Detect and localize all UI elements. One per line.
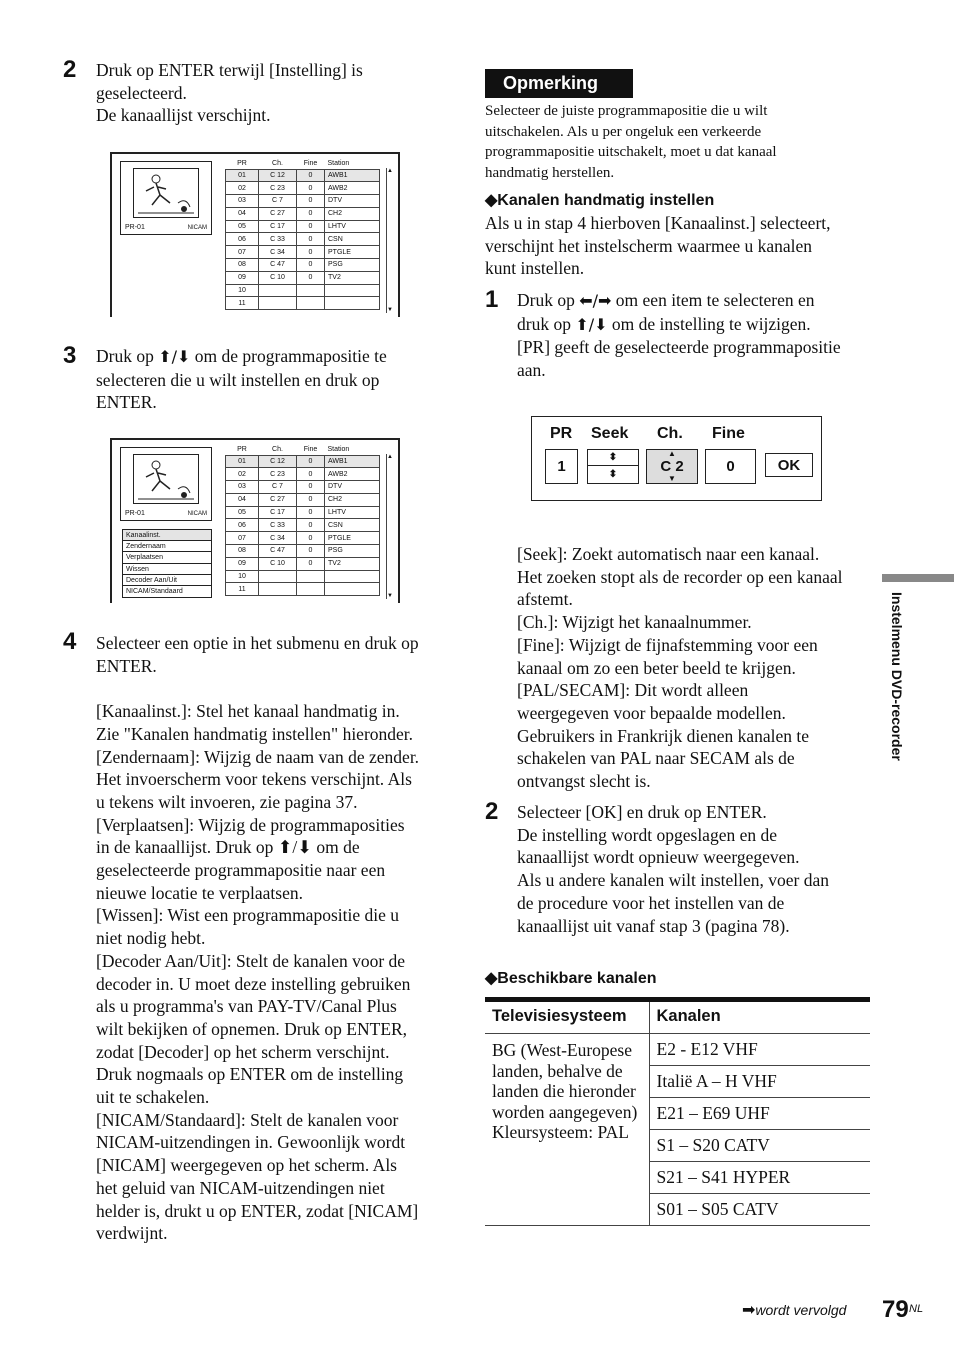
channel-cell: Italië A – H VHF (649, 1066, 870, 1098)
table-row[interactable]: 03 C 7 0 DTV (226, 481, 380, 494)
channel-table (225, 444, 380, 596)
note-text: Selecteer de juiste programmapositie die u wilt uitschakelen. Als u per ongeluk een verkeerde programmapositie uitschakelt, moet u dat kanaal handmatig herstellen. (485, 103, 777, 181)
scroll-down-icon: ▼ (387, 307, 393, 313)
preview-screen (120, 447, 212, 521)
text-line (96, 677, 460, 700)
pr-label: PR-01 (125, 224, 145, 231)
step-2-number: 2 (63, 56, 77, 83)
text-line: schakelen van PAL naar SECAM als de (517, 748, 795, 769)
text-line: weergegeven voor bepaalde modellen. (517, 702, 786, 723)
table-row[interactable]: 06 C 33 0 CSN (226, 233, 380, 246)
table-row[interactable]: 06 C 33 0 CSN (226, 519, 380, 532)
label-fine: Fine (712, 425, 745, 442)
text-line: decoder in. U moet deze instelling gebruiken (96, 973, 411, 994)
table-row[interactable]: 08 C 47 0 PSG (226, 545, 380, 558)
header-ch: Ch. (272, 159, 283, 167)
step-2-line: Druk op ENTER terwijl [Instelling] is (96, 60, 363, 80)
pr-field[interactable]: 1 (545, 449, 578, 484)
text-line: in de kanaallijst. Druk op ⬆/⬇ om de (96, 837, 360, 858)
step-2-text (96, 59, 456, 127)
ch-down-icon: ▼ (668, 474, 676, 483)
scroll-up-icon: ▲ (387, 454, 393, 460)
text-line: verdwijnt. (96, 1223, 168, 1244)
step-2-line: De kanaallijst verschijnt. (96, 105, 271, 126)
submenu-item-decoder[interactable]: Decoder Aan/Uit (123, 575, 211, 586)
table-row[interactable]: 05 C 17 0 LHTV (226, 220, 380, 233)
text-line: u tekens wilt invoeren, zie pagina 37. (96, 791, 358, 812)
text-line: [Decoder Aan/Uit]: Stelt de kanalen voor de (96, 950, 406, 971)
text-line: ENTER. (96, 655, 157, 676)
submenu-item-zendernaam[interactable]: Zendernaam (123, 541, 211, 552)
step-3-text: Druk op ⬆/⬇ om de programmapositie te selecteren die u wilt instellen en druk op ENTER. (96, 346, 387, 413)
text-line: Selecteer [OK] en druk op ENTER. (517, 802, 767, 822)
text-line: [Fine]: Wijzigt de fijnafstemming voor een (517, 634, 818, 655)
text-line: ontvangst slecht is. (517, 771, 651, 792)
table-row[interactable]: 04 C 27 0 CH2 (226, 207, 380, 220)
ok-button[interactable]: OK (765, 453, 813, 477)
text-line: Druk nogmaals op ENTER om de instelling (96, 1064, 404, 1085)
channel-field[interactable] (646, 449, 698, 484)
text-line: De instelling wordt opgeslagen en de (517, 824, 778, 845)
channel-cell: E21 – E69 UHF (649, 1098, 870, 1130)
text-line: Gebruikers in Frankrijk dienen kanalen te (517, 725, 810, 746)
text-line: [NICAM] weergegeven op het scherm. Als (96, 1155, 397, 1176)
table-row[interactable]: 02 C 23 0 AWB2 (226, 182, 380, 195)
step-1-text: Druk op ⬅/➡ om een item te selecteren en druk op ⬆/⬇ om de instelling te wijzigen. [PR] geeft de geselecteerde programmapositie aan. (517, 290, 841, 381)
header-station: Station (327, 159, 350, 167)
submenu-item-kanaalinst[interactable]: Kanaalinst. (123, 530, 211, 541)
table-row[interactable]: 11 (226, 297, 380, 310)
text-line: Als u andere kanalen wilt instellen, voer dan (517, 870, 829, 891)
channel-list-screen (110, 152, 400, 317)
step-4-text (96, 632, 460, 1245)
text-line: NICAM-uitzendingen in. Gewoonlijk wordt (96, 1132, 406, 1153)
text-line: wilt bekijken of opnemen. Druk op ENTER, (96, 1018, 408, 1039)
up-down-arrow-icon: ⬆/⬇ (575, 314, 608, 334)
label-ch: Ch. (657, 425, 683, 442)
text-line: zodat [Decoder] op het scherm verschijnt. (96, 1041, 390, 1062)
scrollbar[interactable] (386, 168, 392, 313)
seek-control[interactable] (587, 449, 639, 484)
table-row[interactable]: 05 C 17 0 LHTV (226, 506, 380, 519)
table-row[interactable]: 09 C 10 0 TV2 (226, 557, 380, 570)
seek-up-icon[interactable]: ⬍ (588, 450, 638, 466)
page-language: NL (909, 1303, 924, 1315)
table-row[interactable]: 09 C 10 0 TV2 (226, 271, 380, 284)
preview-screen (120, 161, 212, 235)
text-line: Zie "Kanalen handmatig instellen" hieronder. (96, 723, 414, 744)
text-line: [NICAM/Standaard]: Stelt de kanalen voor (96, 1109, 399, 1130)
label-seek: Seek (591, 425, 629, 442)
text-line: [Wissen]: Wist een programmapositie die u (96, 905, 399, 926)
text-line: nieuwe locatie te verplaatsen. (96, 882, 303, 903)
header-pr: PR (237, 159, 247, 167)
table-row[interactable]: 10 (226, 570, 380, 583)
text-line: uit te schakelen. (96, 1087, 210, 1108)
continued-note: ➡wordt vervolgd (742, 1300, 847, 1319)
manual-tuning-dialog (531, 416, 822, 501)
step-1-number: 1 (485, 286, 499, 313)
manual-tuning-text: Als u in stap 4 hierboven [Kanaalinst.] selecteert, verschijnt het instelscherm waarmee u kanalen kunt instellen. (485, 213, 831, 279)
header-ch: Ch. (272, 445, 283, 453)
note-title: Opmerking (485, 69, 633, 98)
tuning-options-text (517, 543, 872, 793)
text-line: het geluid van NICAM-uitzendingen niet (96, 1177, 385, 1198)
col-tv-system: Televisiesysteem (485, 1000, 649, 1034)
channel-list-submenu-screen (110, 438, 400, 603)
step-2b-number: 2 (485, 798, 499, 825)
table-row[interactable]: 10 (226, 284, 380, 297)
text-line: helder is, drukt u op ENTER, zodat [NICAM] (96, 1200, 419, 1221)
header-fine: Fine (303, 159, 318, 167)
table-row[interactable]: 07 C 34 0 PTGLE (226, 532, 380, 545)
seek-down-icon[interactable]: ⬍ (608, 469, 618, 480)
submenu-item-wissen[interactable]: Wissen (123, 564, 211, 575)
ch-value: C 2 (660, 458, 684, 475)
text-line: als u programma's van PAY-TV/Canal Plus (96, 996, 397, 1017)
text-line: [Zendernaam]: Wijzig de naam van de zender. (96, 746, 420, 767)
channel-cell: S21 – S41 HYPER (649, 1162, 870, 1194)
table-row[interactable]: 02 C 23 0 AWB2 (226, 468, 380, 481)
fine-field[interactable]: 0 (705, 449, 756, 484)
text-line: [Verplaatsen]: Wijzig de programmaposities (96, 814, 405, 835)
table-row[interactable]: 11 (226, 583, 380, 596)
label-pr: PR (550, 425, 573, 442)
page-number: 79 (882, 1296, 909, 1323)
submenu (122, 529, 212, 598)
header-pr: PR (237, 445, 247, 453)
text-line: [Kanaalinst.]: Stel het kanaal handmatig in. (96, 701, 400, 722)
arrow-right-icon: ➡ (742, 1300, 756, 1319)
nicam-label: NICAM (187, 511, 207, 517)
channels-table (485, 997, 870, 1226)
col-channels: Kanalen (649, 1000, 870, 1034)
text-line: kanaallijst uit vanaf stap 3 (pagina 78). (517, 915, 790, 936)
text-line: Het zoeken stopt als de recorder op een kanaal (517, 566, 843, 587)
step-4-number: 4 (63, 628, 77, 655)
preview-picture (133, 454, 199, 504)
ch-up-icon: ▲ (668, 449, 676, 458)
pr-label: PR-01 (125, 510, 145, 517)
table-row[interactable]: 01 C 12 0 AWB1 (226, 455, 380, 468)
header-fine: Fine (303, 445, 318, 453)
table-row[interactable]: 01 C 12 0 AWB1 (226, 169, 380, 182)
text-line: Selecteer een optie in het submenu en druk op (96, 633, 419, 653)
text-line: niet nodig hebt. (96, 928, 206, 949)
table-row[interactable]: 08 C 47 0 PSG (226, 259, 380, 272)
channel-cell: S1 – S20 CATV (649, 1130, 870, 1162)
channel-cell: S01 – S05 CATV (649, 1194, 870, 1226)
header-station: Station (327, 445, 350, 453)
step-2-line: geselecteerd. (96, 82, 187, 103)
text-line: [Seek]: Zoekt automatisch naar een kanaal. (517, 544, 820, 564)
up-down-arrow-icon: ⬆/⬇ (158, 347, 191, 366)
step-2b-text (517, 801, 872, 937)
text-line: Het invoerscherm voor tekens verschijnt. Als (96, 769, 412, 790)
text-line: kanaal om zo een beter beeld te krijgen. (517, 657, 796, 678)
table-row[interactable]: 03 C 7 0 DTV (226, 195, 380, 208)
submenu-item-nicam[interactable]: NICAM/Standaard (126, 587, 183, 595)
available-channels-heading: ◆Beschikbare kanalen (485, 970, 657, 987)
text-line: de procedure voor het instellen van de (517, 892, 785, 913)
submenu-item-verplaatsen[interactable]: Verplaatsen (123, 552, 211, 563)
left-right-arrow-icon: ⬅/➡ (579, 291, 612, 310)
scroll-up-icon: ▲ (387, 168, 393, 174)
side-tab-bar (882, 574, 954, 582)
manual-tuning-heading: ◆Kanalen handmatig instellen (485, 192, 715, 209)
table-row[interactable]: 04 C 27 0 CH2 (226, 493, 380, 506)
scroll-down-icon: ▼ (387, 593, 393, 599)
channel-cell: E2 - E12 VHF (649, 1034, 870, 1066)
tv-system-cell: BG (West-Europese landen, behalve de landen die hieronder worden aangegeven) Kleursysteem: PAL (485, 1034, 649, 1226)
step-3-number: 3 (63, 342, 77, 369)
text-line: geselecteerde programmapositie naar een (96, 860, 386, 881)
scrollbar[interactable] (386, 454, 392, 599)
text-line: kanaallijst wordt opnieuw weergegeven. (517, 847, 800, 868)
text-line: [Ch.]: Wijzigt het kanaalnummer. (517, 612, 752, 633)
side-tab-label: Instelmenu DVD-recorder (889, 592, 905, 761)
preview-picture (133, 168, 199, 218)
nicam-label: NICAM (187, 225, 207, 231)
text-line: [PAL/SECAM]: Dit wordt alleen (517, 680, 749, 701)
text-line: afstemt. (517, 589, 573, 610)
channel-table (225, 158, 380, 310)
table-row[interactable]: 07 C 34 0 PTGLE (226, 246, 380, 259)
